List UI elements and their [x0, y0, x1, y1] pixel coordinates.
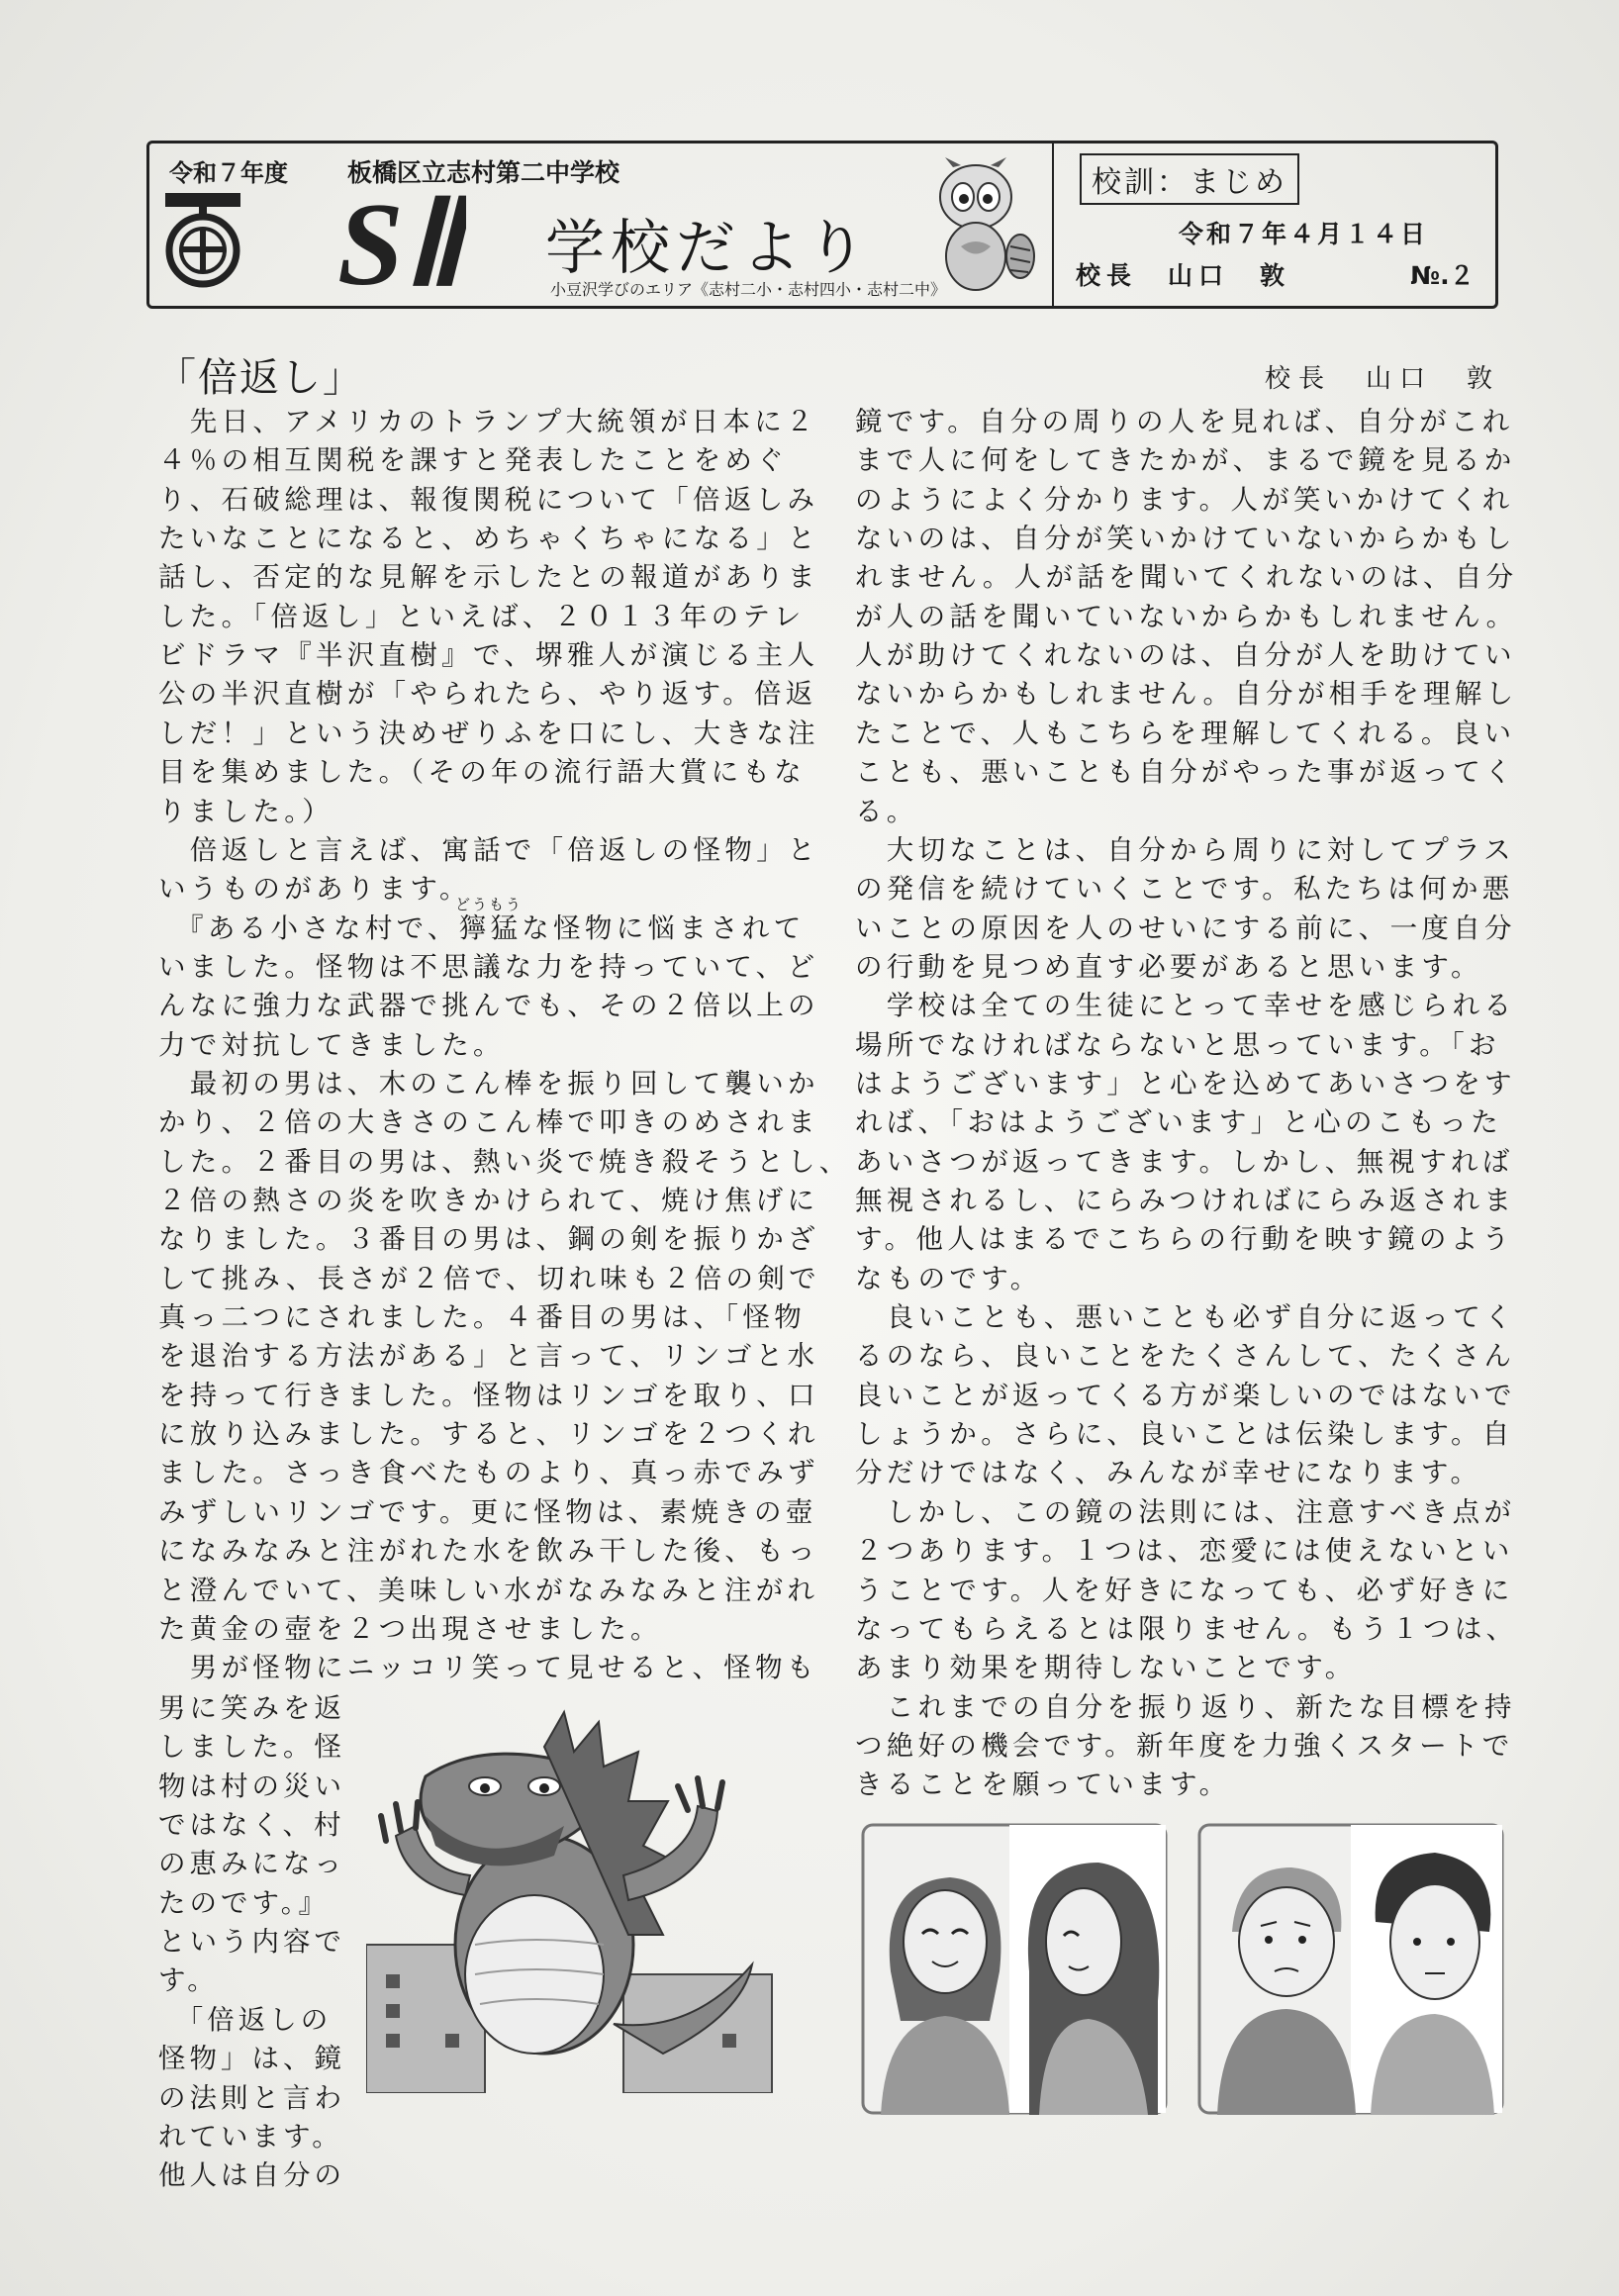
left-column-line: 話し、否定的な見解を示したとの報道がありま: [158, 561, 819, 594]
left-column-line: りました。）: [158, 795, 334, 827]
right-column-line: いことの原因を人のせいにする前に、一度自分: [855, 911, 1516, 944]
left-column-line: した。「倍返し」といえば、２０１３年のテレ: [158, 600, 806, 632]
left-column-line: を退治する方法がある」と言って、リンゴと水: [158, 1340, 819, 1373]
masthead-divider: [1052, 144, 1054, 306]
right-column-line: れば、「おはようございます」と心のこもった: [855, 1106, 1503, 1139]
article-byline: 校長 山口 敦: [1265, 364, 1501, 394]
right-column-line: あいさつが返ってきます。しかし、無視すれば: [855, 1145, 1514, 1178]
left-column-line: して挑み、長さが２倍で、切れ味も２倍の剣で: [158, 1262, 820, 1294]
left-narrow-line: 怪物」は、鏡: [158, 2043, 345, 2075]
left-column-line: 目を集めました。（その年の流行語大賞にもな: [158, 756, 807, 789]
right-column-line: ことも、悪いことも自分がやった事が返ってく: [855, 756, 1516, 789]
left-narrow-line: 他人は自分の: [158, 2159, 345, 2192]
left-narrow-line: ではなく、村: [158, 1809, 345, 1842]
left-column-line: 真っ二つにされました。４番目の男は、「怪物: [158, 1301, 807, 1334]
left-column-line: 最初の男は、木のこん棒を振り回して襲いか: [158, 1067, 819, 1100]
monster-illustration: [366, 1707, 782, 2093]
right-column-line: す。他人はまるでこちらの行動を映す鏡のよう: [855, 1223, 1514, 1256]
masthead: [146, 141, 1498, 309]
logo-s-text: SⅡ: [337, 185, 462, 294]
left-column-line: 先日、アメリカのトランプ大統領が日本に２: [158, 406, 817, 437]
right-column-line: なってもらえるとは限りません。もう１つは、: [855, 1612, 1518, 1645]
school-motto: 校訓：まじめ: [1080, 153, 1299, 205]
right-column-line: 鏡です。自分の周りの人を見れば、自分がこれ: [855, 406, 1514, 437]
right-column-line: あまり効果を期待しないことです。: [855, 1652, 1357, 1684]
right-column-line: 良いことも、悪いことも必ず自分に返ってく: [855, 1301, 1516, 1334]
right-column-line: 良いことが返ってくる方が楽しいのではないで: [855, 1379, 1516, 1411]
worried-people-illustration: [1197, 1823, 1504, 2115]
left-column-line: みずしいリンゴです。更に怪物は、素焼きの壺: [158, 1495, 817, 1528]
right-column-line: 人が助けてくれないのは、自分が人を助けてい: [855, 639, 1516, 672]
left-narrow-line: の恵みになっ: [158, 1848, 345, 1880]
left-narrow-line: の法則と言わ: [158, 2081, 345, 2114]
left-column-line: 『ある小さな村で、獰猛な怪物に悩まされて: [158, 911, 806, 944]
left-column-line: 力で対抗してきました。: [158, 1028, 505, 1061]
left-narrow-line: という内容で: [158, 1926, 345, 1959]
right-column-line: まで人に何をしてきたかが、まるで鏡を見るか: [855, 444, 1516, 477]
left-column-line: ２倍の熱さの炎を吹きかけられて、焼け焦げに: [158, 1185, 819, 1216]
issue-date: 令和７年４月１４日: [1179, 220, 1429, 248]
left-column-line: した。２番目の男は、熱い炎で焼き殺そうとし、: [158, 1145, 851, 1178]
right-column-line: しょうか。さらに、良いことは伝染します。自: [855, 1418, 1514, 1451]
left-narrow-line: 物は村の災い: [158, 1770, 345, 1802]
right-column-line: たことで、人もこちらを理解してくれる。良い: [855, 717, 1516, 749]
right-column-line: の発信を続けていくことです。私たちは何か悪: [855, 873, 1514, 906]
article-title: 「倍返し」: [156, 355, 364, 401]
left-narrow-line: しました。怪: [158, 1731, 345, 1764]
right-column-line: 分だけではなく、みんなが幸せになります。: [855, 1457, 1482, 1489]
school-emblem-icon: [163, 191, 242, 290]
right-column-line: が人の話を聞いていないからかもしれません。: [855, 600, 1518, 632]
left-column-line: と澄んでいて、美味しい水がなみなみと注がれ: [158, 1574, 819, 1606]
left-narrow-line: れています。: [158, 2120, 343, 2152]
right-column-line: のようによく分かります。人が笑いかけてくれ: [855, 483, 1514, 516]
owl-mascot-icon: [931, 157, 1040, 296]
left-column-line: たいなことになると、めちゃくちゃになる」と: [158, 523, 819, 555]
left-column-line: に放り込みました。すると、リンゴを２つくれ: [158, 1418, 819, 1451]
right-column-line: しかし、この鏡の法則には、注意すべき点が: [855, 1495, 1516, 1528]
left-column-line: た黄金の壺を２つ出現させました。: [158, 1612, 662, 1645]
right-column-line: ２つあります。１つは、恋愛には使えないとい: [855, 1535, 1514, 1568]
left-column-line: 倍返しと言えば、寓話で「倍返しの怪物」と: [158, 833, 819, 866]
right-column-line: の行動を見つめ直す必要があると思います。: [855, 950, 1482, 983]
right-column-line: る。: [855, 795, 918, 827]
left-narrow-line: す。: [158, 1964, 219, 1997]
right-column-line: 無視されるし、にらみつければにらみ返されま: [855, 1185, 1516, 1216]
right-column-line: きることを願っています。: [855, 1769, 1231, 1801]
right-column-line: 場所でなければならないと思っています。「お: [855, 1028, 1500, 1061]
left-column-line: になみなみと注がれた水を飲み干した後、もっ: [158, 1535, 819, 1568]
left-narrow-line: たのです。』: [158, 1886, 331, 1919]
left-narrow-line: 「倍返しの: [158, 2003, 333, 2036]
left-column-line: んなに強力な武器で挑んでも、その２倍以上の: [158, 990, 819, 1022]
right-column-line: 学校は全ての生徒にとって幸せを感じられる: [855, 990, 1516, 1022]
issue-number: №.２: [1410, 261, 1475, 290]
left-column-line: かり、２倍の大きさのこん棒で叩きのめされま: [158, 1106, 819, 1139]
left-column-line: しだ！」という決めぜりふを口にし、大きな注: [158, 717, 819, 749]
right-column-line: るのなら、良いことをたくさんして、たくさん: [855, 1340, 1516, 1373]
left-column-line: を持って行きました。怪物はリンゴを取り、口: [158, 1379, 819, 1411]
right-column-line: これまでの自分を振り返り、新たな目標を持: [855, 1690, 1516, 1723]
left-column-line: ４％の相互関税を課すと発表したことをめぐ: [158, 444, 788, 477]
right-column-line: 大切なことは、自分から周りに対してプラス: [855, 833, 1515, 866]
right-column-line: ないのは、自分が笑いかけていないからかもし: [855, 523, 1516, 555]
s2-logo: [337, 185, 466, 294]
school-name: 板橋区立志村第二中学校: [347, 158, 620, 187]
left-column-line: いうものがあります。: [158, 873, 471, 906]
left-column-line: 公の半沢直樹が「やられたら、やり返す。倍返: [158, 678, 817, 711]
smiling-people-illustration: [861, 1823, 1168, 2115]
right-column-line: なものです。: [855, 1262, 1042, 1294]
right-column-line: うことです。人を好きになっても、必ず好きに: [855, 1574, 1514, 1606]
left-column-line: ビドラマ『半沢直樹』で、堺雅人が演じる主人: [158, 639, 819, 672]
newsletter-title: 学校だより: [545, 214, 872, 283]
right-column-line: ないからかもしれません。自分が相手を理解し: [855, 678, 1518, 711]
right-column-line: つ絶好の機会です。新年度を力強くスタートで: [855, 1729, 1514, 1762]
left-column-line: り、石破総理は、報復関税について「倍返しみ: [158, 483, 819, 516]
area-text: 小豆沢学びのエリア《志村二小・志村四小・志村二中》: [550, 280, 947, 299]
right-column-line: はようございます」と心を込めてあいさつをす: [855, 1067, 1516, 1100]
left-narrow-line: 男に笑みを返: [158, 1692, 345, 1724]
right-column-line: れません。人が話を聞いてくれないのは、自分: [855, 561, 1518, 594]
left-column-line: いました。怪物は不思議な力を持っていて、ど: [158, 950, 819, 983]
year-label: 令和７年度: [169, 159, 288, 187]
ruby-annotation: どうもう: [455, 896, 524, 913]
left-column-line: ました。さっき食べたものより、真っ赤でみず: [158, 1457, 819, 1489]
principal-name: 校長 山口 敦: [1076, 261, 1291, 290]
left-column-line: なりました。３番目の男は、鋼の剣を振りかざ: [158, 1223, 819, 1256]
left-column-line: 男が怪物にニッコリ笑って見せると、怪物も: [158, 1652, 818, 1684]
